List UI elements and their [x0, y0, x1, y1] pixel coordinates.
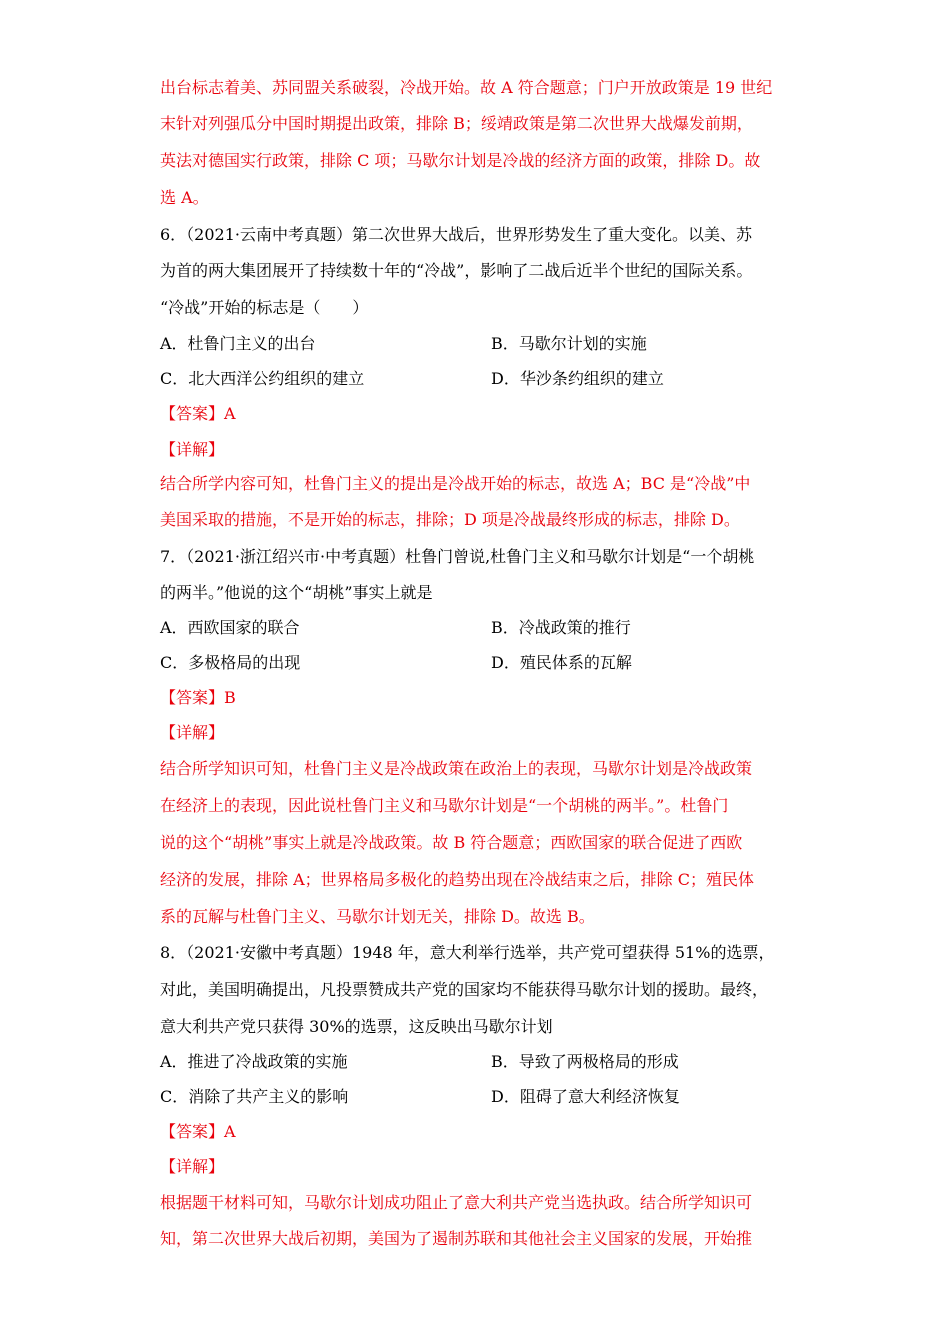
question-6-option-a: A．杜鲁门主义的出台 — [160, 334, 316, 353]
question-7-option-b: B．冷战政策的推行 — [491, 618, 631, 637]
question-7-explanation: 系的瓦解与杜鲁门主义、马歇尔计划无关，排除 D。故选 B。 — [160, 907, 595, 926]
question-7-option-d: D．殖民体系的瓦解 — [491, 653, 632, 672]
question-8-explain-label: 【详解】 — [160, 1157, 225, 1176]
question-6-option-c: C．北大西洋公约组织的建立 — [160, 369, 365, 388]
question-8-stem: 意大利共产党只获得 30%的选票，这反映出马歇尔计划 — [160, 1017, 553, 1036]
question-6-explain-label: 【详解】 — [160, 440, 225, 459]
question-6-stem: 6．（2021·云南中考真题）第二次世界大战后，世界形势发生了重大变化。以美、苏 — [160, 225, 752, 244]
question-6-option-d: D．华沙条约组织的建立 — [491, 369, 664, 388]
question-8-stem: 8．（2021·安徽中考真题）1948 年，意大利举行选举，共产党可望获得 51%的选票， — [160, 943, 775, 962]
question-6-answer: 【答案】A — [160, 404, 236, 423]
question-6-explanation: 结合所学内容可知，杜鲁门主义的提出是冷战开始的标志，故选 A；BC 是“冷战”中 — [160, 474, 751, 493]
question-7-stem: 7．（2021·浙江绍兴市·中考真题）杜鲁门曾说,杜鲁门主义和马歇尔计划是“一个胡桃 — [160, 547, 755, 566]
explanation-line: 选 A。 — [160, 188, 209, 207]
question-8-explanation: 知，第二次世界大战后初期，美国为了遏制苏联和其他社会主义国家的发展，开始推 — [160, 1229, 753, 1248]
explanation-line: 末针对列强瓜分中国时期提出政策，排除 B；绥靖政策是第二次世界大战爆发前期， — [160, 114, 753, 133]
question-7-option-c: C．多极格局的出现 — [160, 653, 301, 672]
question-8-option-a: A．推进了冷战政策的实施 — [160, 1052, 348, 1071]
question-8-explanation: 根据题干材料可知，马歇尔计划成功阻止了意大利共产党当选执政。结合所学知识可 — [160, 1193, 753, 1212]
question-7-explain-label: 【详解】 — [160, 723, 225, 742]
question-8-option-b: B．导致了两极格局的形成 — [491, 1052, 679, 1071]
question-7-option-a: A．西欧国家的联合 — [160, 618, 300, 637]
question-8-option-d: D．阻碍了意大利经济恢复 — [491, 1087, 680, 1106]
question-6-stem: “冷战”开始的标志是（ ） — [160, 298, 369, 317]
question-7-answer: 【答案】B — [160, 688, 236, 707]
question-8-option-c: C．消除了共产主义的影响 — [160, 1087, 349, 1106]
question-7-explanation: 在经济上的表现，因此说杜鲁门主义和马歇尔计划是“一个胡桃的两半。”。杜鲁门 — [160, 796, 729, 815]
explanation-line: 英法对德国实行政策，排除 C 项；马歇尔计划是冷战的经济方面的政策，排除 D。故 — [160, 151, 761, 170]
question-7-explanation: 说的这个“胡桃”事实上就是冷战政策。故 B 符合题意；西欧国家的联合促进了西欧 — [160, 833, 743, 852]
question-6-explanation: 美国采取的措施，不是开始的标志，排除；D 项是冷战最终形成的标志，排除 D。 — [160, 510, 740, 529]
question-6-option-b: B．马歇尔计划的实施 — [491, 334, 647, 353]
question-7-explanation: 结合所学知识可知，杜鲁门主义是冷战政策在政治上的表现，马歇尔计划是冷战政策 — [160, 759, 753, 778]
question-7-explanation: 经济的发展，排除 A；世界格局多极化的趋势出现在冷战结束之后，排除 C；殖民体 — [160, 870, 754, 889]
question-8-stem: 对此，美国明确提出，凡投票赞成共产党的国家均不能获得马歇尔计划的援助。最终， — [160, 980, 769, 999]
explanation-line: 出台标志着美、苏同盟关系破裂，冷战开始。故 A 符合题意；门户开放政策是 19 世纪 — [160, 78, 773, 97]
question-8-answer: 【答案】A — [160, 1122, 236, 1141]
question-7-stem: 的两半。”他说的这个“胡桃”事实上就是 — [160, 583, 433, 602]
question-6-stem: 为首的两大集团展开了持续数十年的“冷战”，影响了二战后近半个世纪的国际关系。 — [160, 261, 753, 280]
